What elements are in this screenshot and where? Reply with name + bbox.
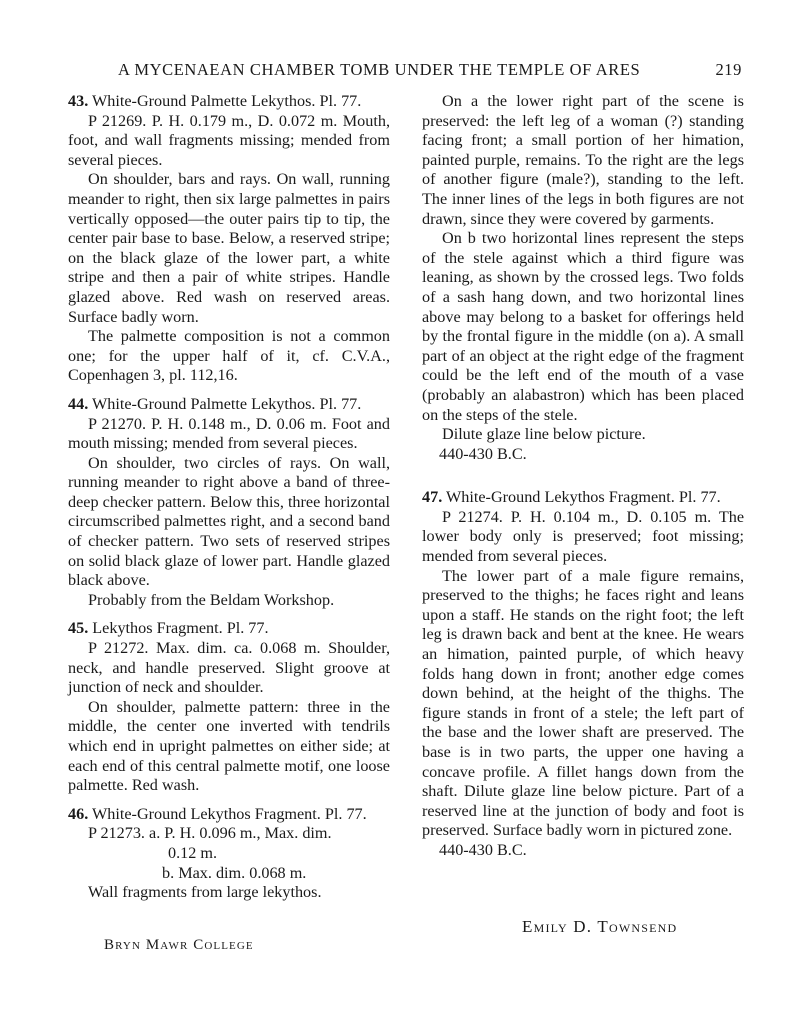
entry-title: 43. White-Ground Palmette Lekythos. Pl. 77.	[68, 92, 362, 110]
entry-title: 46. White-Ground Lekythos Fragment. Pl. 77.	[68, 804, 367, 823]
running-header	[118, 60, 742, 80]
entry-paragraph: P 21269. P. H. 0.179 m., D. 0.072 m. Mouth, foot, and wall fragments missing; mended from several pieces.	[68, 111, 390, 169]
date-line: 440-430 B.C.	[439, 444, 527, 463]
entry-paragraph: The lower part of a male figure remains, preserved to the thighs; he faces right and leans upon a staff. He stands on the right foot; the left leg is drawn back and bent at the knee. He wears an himation, painted purple, of which heavy folds hang down in front; another edge comes down behind, at the height of the thighs. The figure stands in front of a stele; the left part of the base and the lower shaft are preserved. The base is in two parts, the upper one having a concave profile. A fillet hangs down from the shaft. Dilute glaze line below picture. Part of a reserved line at the junction of body and foot is preserved. Surface badly worn in pictured zone.	[422, 566, 744, 840]
entry-paragraph: The palmette composition is not a common one; for the upper half of it, cf. C.V.A., Copenhagen 3, pl. 112,16.	[68, 327, 390, 385]
page-number: 219	[715, 60, 742, 79]
entry-43	[68, 92, 390, 386]
entry-paragraph: On b two horizontal lines represent the steps of the stele against which a third figure was leaning, as shown by the crossed legs. Two folds of a sash hang down, and two horizontal lines above may belong to a basket for offerings held by the frontal figure in the middle (on a). A small part of an object at the right edge of the fragment could be the left end of the mouth of a vase (probably an alabastron) which has been placed on the steps of the stele.	[422, 229, 744, 424]
entry-paragraph: P 21272. Max. dim. ca. 0.068 m. Shoulder, neck, and handle preserved. Slight groove at junction of neck and shoulder.	[68, 639, 390, 697]
dimension-line: 0.12 m.	[168, 843, 218, 862]
entry-44	[68, 395, 390, 611]
dimension-line: P 21273. a. P. H. 0.096 m., Max. dim.	[88, 824, 332, 843]
entry-paragraph: Probably from the Beldam Workshop.	[88, 590, 335, 609]
entry-title: 44. White-Ground Palmette Lekythos. Pl. 77.	[68, 394, 362, 413]
entry-46	[68, 805, 390, 903]
entry-paragraph: On a the lower right part of the scene is preserved: the left leg of a woman (?) standing facing front; a small portion of her himation, painted purple, remains. To the right are the legs of another figure (male?), standing to the left. The inner lines of the legs in both figures are not drawn, since they were covered by garments.	[422, 92, 744, 228]
date-line: 440-430 B.C.	[439, 840, 527, 859]
running-title: A MYCENAEAN CHAMBER TOMB UNDER THE TEMPLE OF ARES	[118, 60, 641, 79]
left-column	[68, 92, 390, 903]
entry-title: 47. White-Ground Lekythos Fragment. Pl. 77.	[422, 488, 721, 507]
right-column	[422, 92, 744, 861]
entry-47	[422, 488, 744, 860]
entry-paragraph: Dilute glaze line below picture.	[442, 425, 646, 444]
entry-paragraph: Wall fragments from large lekythos.	[88, 883, 322, 902]
entry-paragraph: P 21274. P. H. 0.104 m., D. 0.105 m. The lower body only is preserved; foot missing; mended from several pieces.	[422, 507, 744, 566]
entry-title: 45. Lekythos Fragment. Pl. 77.	[68, 619, 269, 638]
entry-paragraph: On shoulder, bars and rays. On wall, running meander to right, then six large palmettes in pairs vertically opposed—the outer pairs tip to tip, the center pair base to base. Below, a reserved stripe; on the black glaze of the lower part, a white stripe and then a pair of white stripes. Handle glazed above. Red wash on reserved areas. Surface badly worn.	[68, 170, 390, 326]
author-affiliation: Bryn Mawr College	[104, 937, 254, 953]
entry-paragraph: P 21270. P. H. 0.148 m., D. 0.06 m. Foot and mouth missing; mended from several pieces.	[68, 414, 390, 453]
entry-paragraph: On shoulder, two circles of rays. On wall, running meander to right above a band of three-deep checker pattern. Below this, three horizontal circumscribed palmettes right, and a second band of checker pattern. Two sets of reserved stripes on solid black glaze of lower part. Handle glazed black above.	[68, 453, 390, 590]
entry-45	[68, 619, 390, 795]
entry-paragraph: On shoulder, palmette pattern: three in the middle, the center one inverted with tendrils which end in upright palmettes on either side; at each end of this central palmette motif, one loose palmette. Red wash.	[68, 697, 390, 795]
author-signature: Emily D. Townsend	[522, 917, 678, 936]
dimension-line: b. Max. dim. 0.068 m.	[162, 863, 307, 882]
